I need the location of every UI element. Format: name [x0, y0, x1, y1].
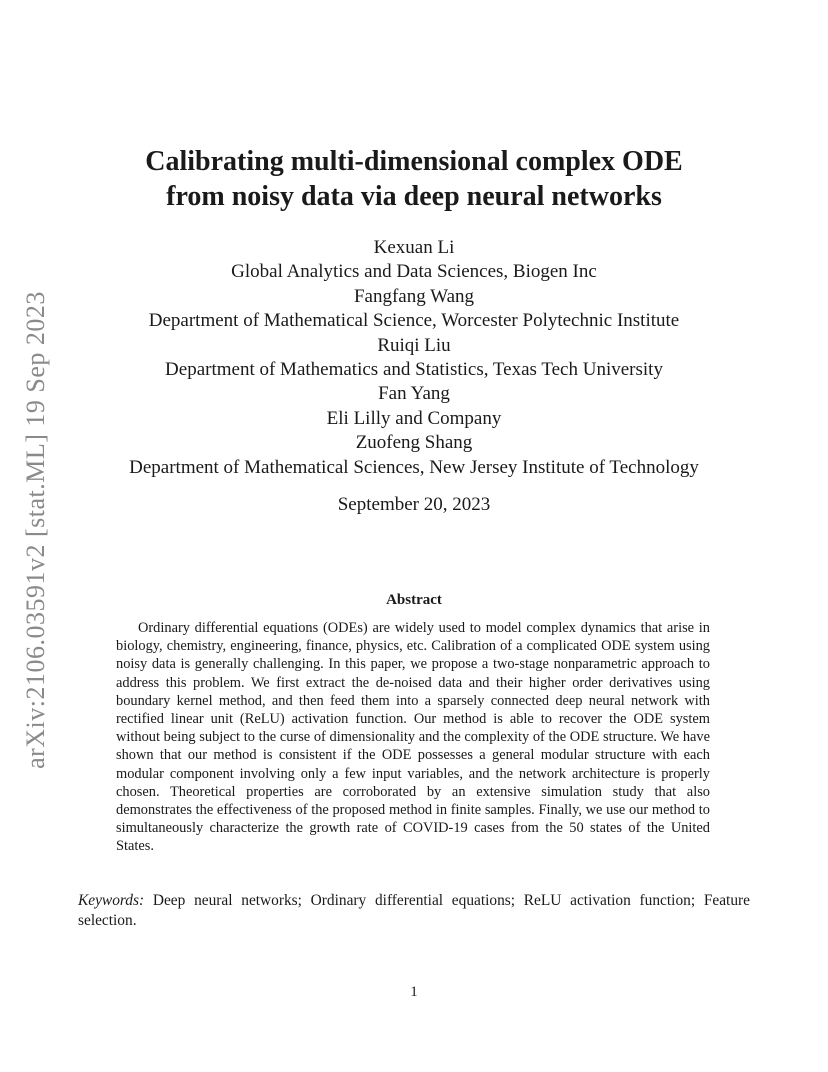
publication-date: September 20, 2023 [337, 494, 491, 515]
author-name: Kexuan Li [373, 237, 455, 258]
author-name: Ruiqi Liu [377, 334, 451, 356]
author-affiliation: Department of Mathematical Sciences, New Jersey Institute of Technology [129, 456, 699, 478]
keywords-section [78, 891, 750, 931]
author-list [0, 236, 828, 480]
page-number: 1 [410, 984, 418, 1000]
keywords-text: Deep neural networks; Ordinary differential equations; ReLU activation function; Feature selection. [78, 892, 750, 929]
author-name: Fan Yang [378, 383, 450, 405]
keywords-label: Keywords: [78, 892, 145, 909]
paper-title [0, 144, 828, 214]
paper-title-line-2: from noisy data via deep neural networks [166, 181, 662, 212]
arxiv-identifier-stamp: arXiv:2106.03591v2 [stat.ML] 19 Sep 2023 [21, 291, 50, 769]
author-affiliation: Eli Lilly and Company [326, 407, 502, 429]
author-affiliation: Global Analytics and Data Sciences, Biogen Inc [231, 261, 597, 283]
author-affiliation: Department of Mathematical Science, Worcester Polytechnic Institute [148, 310, 680, 332]
author-name: Zuofeng Shang [355, 432, 473, 454]
abstract-heading: Abstract [386, 592, 442, 608]
author-affiliation: Department of Mathematics and Statistics, Texas Tech University [165, 359, 663, 381]
author-name: Fangfang Wang [353, 285, 474, 307]
abstract-body: Ordinary differential equations (ODEs) are widely used to model complex dynamics that arise in biology, chemistry, engineering, finance, physics, etc. Calibration of a complicated ODE system using noisy data is generally challenging. In this paper, we propose a two-stage nonparametric approach to address this problem. We first extract the de-noised data and their higher order derivatives using boundary kernel method, and then feed them into a sparsely connected deep neural network with rectified linear unit (ReLU) activation function. Our method is able to recover the ODE system without being subject to the curse of dimensionality and the complexity of the ODE structure. We have shown that our method is consistent if the ODE possesses a general modular structure with each modular component involving only a few input variables, and the network architecture is properly chosen. Theoretical properties are corroborated by an extensive simulation study that also demonstrates the effectiveness of the proposed method in finite samples. Finally, we use our method to simultaneously characterize the growth rate of COVID-19 cases from the 50 states of the United States. [116, 620, 710, 855]
paper-title-line-1: Calibrating multi-dimensional complex ODE [145, 146, 683, 177]
